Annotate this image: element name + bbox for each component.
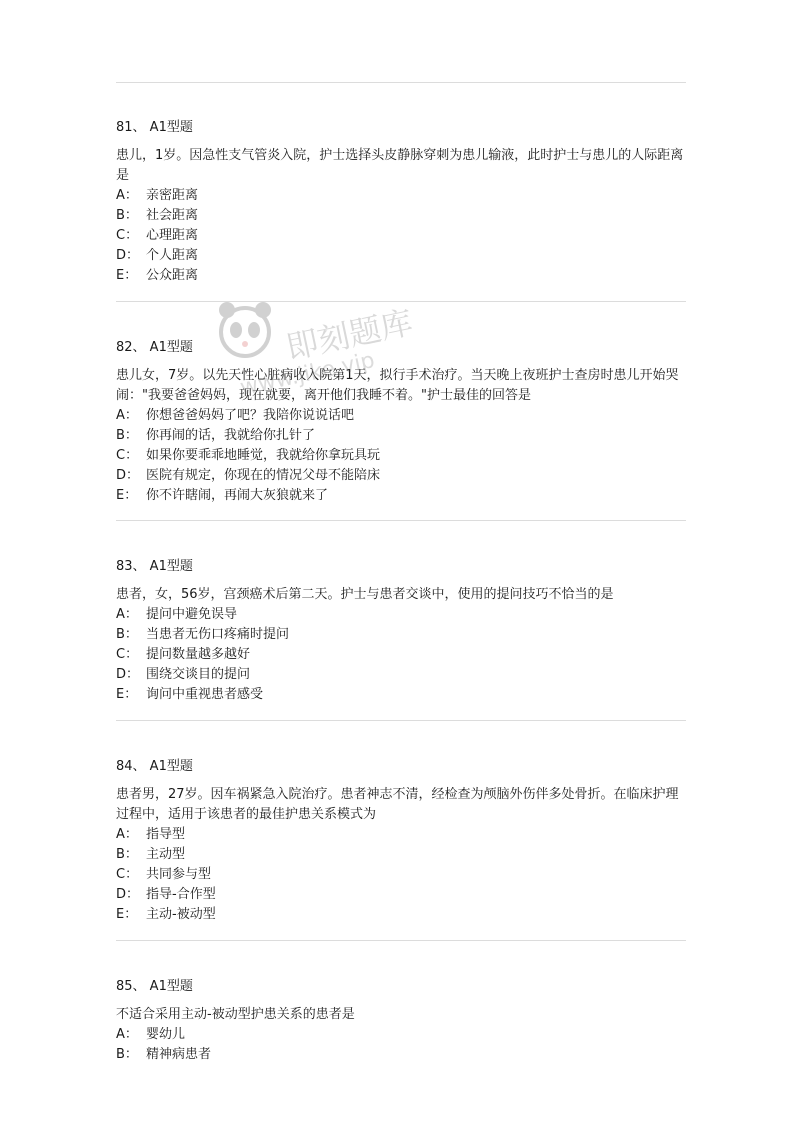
divider [116,720,686,721]
question-stem: 患者男，27岁。因车祸紧急入院治疗。患者神志不清，经检查为颅脑外伤伴多处骨折。在临床护理过程中，适用于该患者的最佳护患关系模式为 [116,787,679,822]
question-number: 81、 A1型题 [116,120,193,135]
divider [116,520,686,521]
divider [116,82,686,83]
question-84 [116,757,686,925]
question-85 [116,977,686,1065]
option-a: A： 指导型 [116,827,186,842]
option-c: C： 如果你要乖乖地睡觉，我就给你拿玩具玩 [116,448,381,463]
question-stem: 不适合采用主动-被动型护患关系的患者是 [116,1007,355,1022]
question-number: 82、 A1型题 [116,340,193,355]
question-81 [116,118,686,286]
option-b: B： 主动型 [116,847,186,862]
option-d: D： 医院有规定，你现在的情况父母不能陪床 [116,468,381,483]
option-e: E： 你不许瞎闹，再闹大灰狼就来了 [116,488,329,503]
option-d: D： 围绕交谈目的提问 [116,667,251,682]
question-number: 84、 A1型题 [116,759,193,774]
option-b: B： 社会距离 [116,208,199,223]
option-b: B： 你再闹的话，我就给你扎针了 [116,428,316,443]
watermark-text: 即刻题库 [282,303,416,367]
question-83 [116,557,696,705]
option-c: C： 共同参与型 [116,867,212,882]
option-c: C： 心理距离 [116,228,199,243]
watermark-url: www.jike.vip [237,348,377,401]
option-e: E： 公众距离 [116,268,199,283]
option-e: E： 询问中重视患者感受 [116,687,264,702]
option-a: A： 提问中避免误导 [116,607,238,622]
question-number: 85、 A1型题 [116,979,193,994]
question-stem: 患者，女，56岁，宫颈癌术后第二天。护士与患者交谈中，使用的提问技巧不恰当的是 [116,587,614,602]
option-c: C： 提问数量越多越好 [116,647,251,662]
option-b: B： 当患者无伤口疼痛时提问 [116,627,290,642]
option-e: E： 主动-被动型 [116,907,216,922]
option-a: A： 亲密距离 [116,188,199,203]
question-stem: 患儿，1岁。因急性支气管炎入院，护士选择头皮静脉穿刺为患儿输液，此时护士与患儿的人际距离是 [116,148,684,183]
option-b: B： 精神病患者 [116,1047,212,1062]
option-d: D： 指导-合作型 [116,887,216,902]
option-d: D： 个人距离 [116,248,199,263]
option-a: A： 你想爸爸妈妈了吧？我陪你说说话吧 [116,408,355,423]
divider [116,940,686,941]
question-82 [116,338,686,506]
question-stem: 患儿女，7岁。以先天性心脏病收入院第1天，拟行手术治疗。当天晚上夜班护士查房时患儿开始哭闹："我要爸爸妈妈，现在就要，离开他们我睡不着。"护士最佳的回答是 [116,368,679,403]
question-number: 83、 A1型题 [116,559,193,574]
divider [116,301,686,302]
option-a: A： 婴幼儿 [116,1027,186,1042]
